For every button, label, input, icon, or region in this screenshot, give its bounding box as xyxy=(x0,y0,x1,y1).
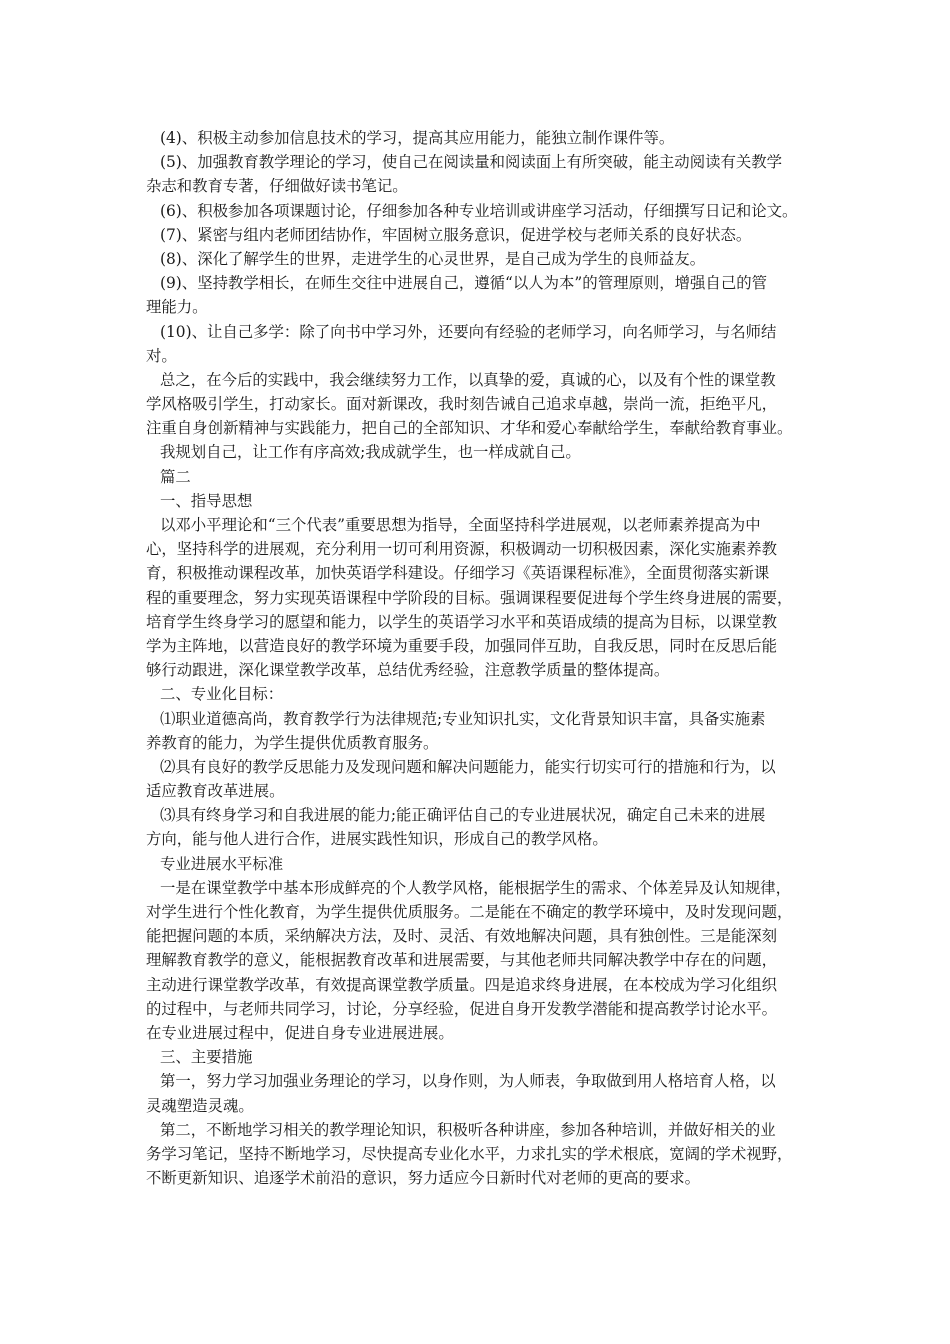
text-line: 第一，努力学习加强业务理论的学习，以身作则，为人师表，争取做到用人格培育人格，以 xyxy=(160,1072,776,1091)
text-line: 育，积极推动课程改革，加快英语学科建设。仔细学习《英语课程标准》，全面贯彻落实新课 xyxy=(146,564,770,583)
text-line: 注重自身创新精神与实践能力，把自己的全部知识、才华和爱心奉献给学生，奉献给教育事业。 xyxy=(146,419,793,438)
text-line: 学为主阵地，以营造良好的教学环境为重要手段，加强同伴互助，自我反思，同时在反思后能 xyxy=(146,636,778,655)
text-line: 程的重要理念，努力实现英语课程中学阶段的目标。强调课程要促进每个学生终身进展的需要， xyxy=(146,588,793,607)
text-line: (6)、积极参加各项课题讨论，仔细参加各种专业培训或讲座学习活动，仔细撰写日记和论文。 xyxy=(160,201,798,220)
text-line: ⑵具有良好的教学反思能力及发现问题和解决问题能力，能实行切实可行的措施和行为，以 xyxy=(160,757,776,776)
text-line: 心，坚持科学的进展观，充分利用一切可利用资源，积极调动一切积极因素，深化实施素养教 xyxy=(146,540,778,559)
text-line: ⑴职业道德高尚，教育教学行为法律规范;专业知识扎实，文化背景知识丰富，具备实施素 xyxy=(160,709,766,728)
text-line: 以邓小平理论和“三个代表”重要思想为指导，全面坚持科学进展观，以老师素养提高为中 xyxy=(160,516,761,534)
text-line: (10)、让自己多学：除了向书中学习外，还要向有经验的老师学习，向名师学习，与名师结 xyxy=(160,322,777,341)
text-line: 培育学生终身学习的愿望和能力，以学生的英语学习水平和英语成绩的提高为目标，以课堂教 xyxy=(146,612,778,631)
text-line: (4)、积极主动参加信息技术的学习，提高其应用能力，能独立制作课件等。 xyxy=(160,129,675,147)
text-line: 主动进行课堂教学改革，有效提高课堂教学质量。四是追求终身进展，在本校成为学习化组织 xyxy=(146,975,778,994)
text-line: 学风格吸引学生，打动家长。面对新课改，我时刻告诫自己追求卓越，崇尚一流，拒绝平凡， xyxy=(146,395,778,414)
text-line: 我规划自己，让工作有序高效;我成就学生，也一样成就自己。 xyxy=(160,443,581,462)
text-line: 对。 xyxy=(146,346,177,365)
text-line: (5)、加强教育教学理论的学习，使自己在阅读量和阅读面上有所突破，能主动阅读有关教学 xyxy=(160,153,783,172)
text-line: 方向，能与他人进行合作，进展实践性知识，形成自己的教学风格。 xyxy=(146,830,608,849)
text-line: 第二，不断地学习相关的教学理论知识，积极听各种讲座，参加各种培训，并做好相关的业 xyxy=(160,1120,776,1139)
text-line: 一是在课堂教学中基本形成鲜亮的个人教学风格，能根据学生的需求、个体差异及认知规律， xyxy=(160,878,792,897)
text-line: 三、主要措施 xyxy=(160,1048,253,1067)
text-line: 对学生进行个性化教育，为学生提供优质服务。二是能在不确定的教学环境中，及时发现问题， xyxy=(146,903,793,921)
text-line: 灵魂塑造灵魂。 xyxy=(146,1096,254,1115)
text-line: 能把握问题的本质，采纳解决方法，及时、灵活、有效地解决问题，具有独创性。三是能深刻 xyxy=(146,927,778,946)
text-line: (8)、深化了解学生的世界，走进学生的心灵世界，是自己成为学生的良师益友。 xyxy=(160,249,706,268)
text-line: 适应教育改革进展。 xyxy=(146,782,285,801)
text-line: 理解教育教学的意义，能根据教育改革和进展需要，与其他老师共同解决教学中存在的问题， xyxy=(146,951,778,970)
text-line: 理能力。 xyxy=(146,298,208,317)
text-line: 的过程中，与老师共同学习，讨论，分享经验，促进自身开发教学潜能和提高教学讨论水平。 xyxy=(146,999,778,1018)
text-line: 杂志和教育专著，仔细做好读书笔记。 xyxy=(146,177,408,196)
text-line: 一、指导思想 xyxy=(160,491,253,510)
text-line: 篇二 xyxy=(160,467,191,486)
text-line: ⑶具有终身学习和自我进展的能力;能正确评估自己的专业进展状况，确定自己未来的进展 xyxy=(160,806,766,825)
text-line: (9)、坚持教学相长，在师生交往中进展自己，遵循“以人为本”的管理原则，增强自己的管 xyxy=(160,274,767,293)
text-line: 务学习笔记，坚持不断地学习，尽快提高专业化水平，力求扎实的学术根底，宽阔的学术视野， xyxy=(146,1144,793,1163)
text-line: (7)、紧密与组内老师团结协作，牢固树立服务意识，促进学校与老师关系的良好状态。 xyxy=(160,225,752,244)
text-line: 总之，在今后的实践中，我会继续努力工作，以真挚的爱，真诚的心，以及有个性的课堂教 xyxy=(160,370,776,389)
document-page xyxy=(146,126,826,1190)
text-line: 够行动跟进，深化课堂教学改革，总结优秀经验，注意教学质量的整体提高。 xyxy=(146,661,670,680)
text-line: 专业进展水平标准 xyxy=(160,854,284,873)
text-line: 在专业进展过程中，促进自身专业进展进展。 xyxy=(146,1023,454,1042)
text-line: 不断更新知识、追逐学术前沿的意识，努力适应今日新时代对老师的更高的要求。 xyxy=(146,1169,701,1188)
text-line: 二、专业化目标： xyxy=(160,685,284,704)
text-line: 养教育的能力，为学生提供优质教育服务。 xyxy=(146,733,439,752)
